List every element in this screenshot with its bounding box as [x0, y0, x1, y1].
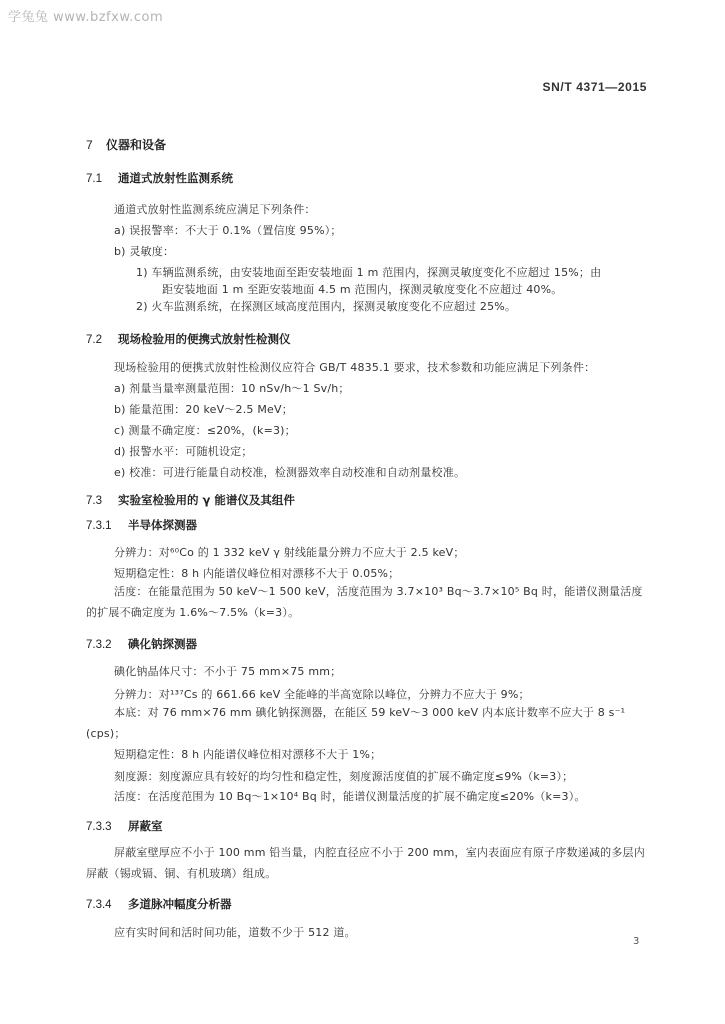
list-item: c) 测量不确定度：≤20%，(k=3)；: [114, 424, 296, 437]
section-title: 仪器和设备: [106, 138, 167, 152]
section-7-3-3-heading: [86, 818, 163, 834]
section-title: 实验室检验用的 γ 能谱仪及其组件: [118, 493, 295, 507]
list-item: b) 能量范围：20 keV～2.5 MeV；: [114, 403, 293, 416]
section-number: 7.3.1: [86, 520, 112, 532]
section-title: 半导体探测器: [128, 518, 197, 532]
sub-list-item: 2) 火车监测系统，在探测区域高度范围内，探测灵敏度变化不应超过 25%。: [136, 300, 517, 313]
list-item: a) 剂量当量率测量范围：10 nSv/h～1 Sv/h；: [114, 382, 350, 395]
section-number: 7.2: [86, 334, 102, 346]
section-title: 通道式放射性监测系统: [118, 171, 233, 185]
section-7-2-heading: [86, 331, 291, 347]
paragraph: 刻度源：刻度源应具有较好的均匀性和稳定性，刻度源活度值的扩展不确定度≤9%（k=3）；: [114, 770, 574, 783]
watermark: 学兔兔 www.bzfxw.com: [8, 10, 164, 25]
section-number: 7.3.4: [86, 899, 112, 911]
paragraph: 短期稳定性：8 h 内能谱仪峰位相对漂移不大于 1%；: [114, 748, 382, 761]
section-number: 7.3.2: [86, 639, 112, 651]
page-number: 3: [633, 936, 640, 947]
section-title: 现场检验用的便携式放射性检测仪: [118, 332, 291, 346]
paragraph: 活度：在能量范围为 50 keV～1 500 keV，活度范围为 3.7×10³ Bq～3.7×10⁵ Bq 时，能谱仪测量活度的扩展不确定度为 1.6%～7.5%（k=3）。: [86, 585, 643, 619]
section-title: 屏蔽室: [128, 819, 163, 833]
sub-list-item: 1) 车辆监测系统，由安装地面至距安装地面 1 m 范围内，探测灵敏度变化不应超过 15%；由: [136, 266, 602, 279]
paragraph: 本底：对 76 mm×76 mm 碘化钠探测器，在能区 59 keV～3 000 keV 内本底计数率不应大于 8 s⁻¹ (cps)；: [86, 706, 626, 740]
section-7-1-heading: [86, 170, 233, 186]
list-item: e) 校准：可进行能量自动校准，检测器效率自动校准和自动剂量校准。: [114, 466, 466, 479]
paragraph: 短期稳定性：8 h 内能谱仪峰位相对漂移不大于 0.05%；: [114, 567, 400, 580]
section-7-3-heading: [86, 492, 295, 508]
section-7-3-1-heading: [86, 517, 197, 533]
paragraph: 活度：在活度范围为 10 Bq～1×10⁴ Bq 时，能谱仪测量活度的扩展不确定度≤20%（k=3）。: [114, 790, 586, 803]
section-7-3-4-heading: [86, 896, 232, 912]
section-title: 碘化钠探测器: [128, 637, 197, 651]
list-item: d) 报警水平：可随机设定；: [114, 445, 253, 458]
paragraph: 现场检验用的便携式放射性检测仪应符合 GB/T 4835.1 要求，技术参数和功能应满足下列条件：: [114, 361, 596, 374]
paragraph: 碘化钠晶体尺寸：不小于 75 mm×75 mm；: [114, 665, 342, 678]
section-7-3-2-heading: [86, 636, 197, 652]
paragraph: 分辨力：对¹³⁷Cs 的 661.66 keV 全能峰的半高宽除以峰位，分辨力不应大于 9%；: [114, 688, 530, 701]
section-number: 7.3: [86, 495, 102, 507]
section-7-heading: [86, 136, 166, 153]
paragraph: 应有实时间和活时间功能，道数不少于 512 道。: [114, 926, 356, 939]
list-item: a) 误报警率：不大于 0.1%（置信度 95%）；: [114, 224, 342, 237]
standard-number: SN/T 4371—2015: [542, 80, 647, 94]
sub-list-item-continuation: 距安装地面 1 m 至距安装地面 4.5 m 范围内，探测灵敏度变化不应超过 40%。: [162, 283, 563, 296]
paragraph: 通道式放射性监测系统应满足下列条件：: [114, 203, 316, 216]
section-title: 多道脉冲幅度分析器: [128, 897, 232, 911]
paragraph: 分辨力：对⁶⁰Co 的 1 332 keV γ 射线能量分辨力不应大于 2.5 keV；: [114, 546, 465, 559]
paragraph: 屏蔽室壁厚应不小于 100 mm 铅当量，内腔直径应不小于 200 mm，室内表面应有原子序数递减的多层内屏蔽（锡或镉、铜、有机玻璃）组成。: [86, 846, 645, 880]
section-number: 7.1: [86, 173, 102, 185]
list-item: b) 灵敏度：: [114, 245, 175, 258]
section-number: 7: [86, 138, 93, 152]
section-number: 7.3.3: [86, 821, 112, 833]
